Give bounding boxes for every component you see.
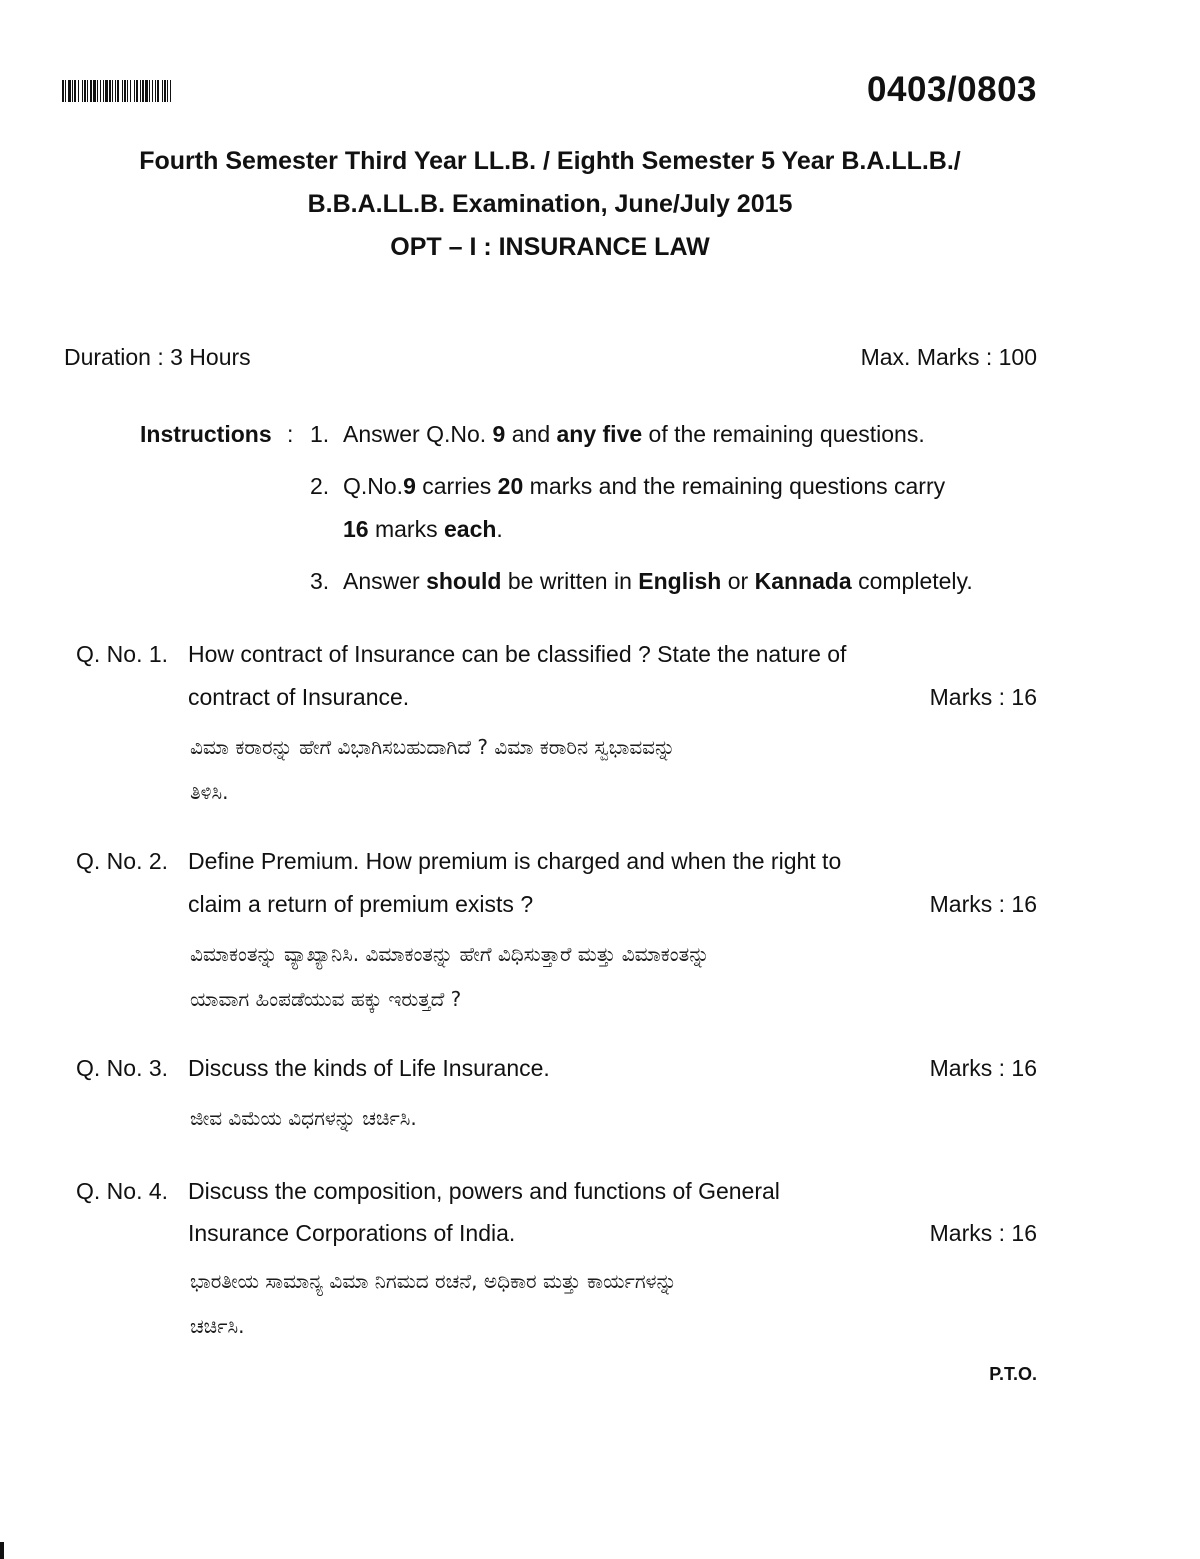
instruction-3 — [310, 568, 973, 595]
instruction-2 — [310, 473, 945, 500]
instruction-bold: should — [426, 568, 502, 594]
exam-title-line-1: Fourth Semester Third Year LL.B. / Eighth Semester 5 Year B.A.LL.B./ — [139, 147, 961, 175]
instruction-text: Answer — [343, 568, 427, 594]
instruction-bold: 9 — [403, 473, 416, 499]
instruction-text: and — [505, 421, 557, 447]
question-1-marks: Marks : 16 — [929, 684, 1037, 710]
exam-title-line-2: B.B.A.LL.B. Examination, June/July 2015 — [307, 190, 793, 218]
barcode — [62, 80, 286, 102]
instruction-text: Q.No. — [343, 473, 404, 499]
instruction-text: completely. — [851, 568, 973, 594]
question-1-kannada-line-2: ತಿಳಿಸಿ. — [190, 780, 229, 804]
question-2-label: Q. No. 2. — [76, 848, 169, 874]
question-2-text-line-1: Define Premium. How premium is charged and when the right to — [188, 848, 842, 874]
instruction-text: carries — [415, 473, 498, 499]
instruction-text: marks — [368, 516, 444, 542]
duration: Duration : 3 Hours — [64, 344, 251, 370]
question-4-text-line-2: Insurance Corporations of India. — [188, 1220, 516, 1246]
instruction-bold: 9 — [492, 421, 506, 447]
instruction-number: 2. — [310, 473, 330, 499]
subject-title: OPT – I : INSURANCE LAW — [390, 233, 710, 261]
question-4-label: Q. No. 4. — [76, 1178, 169, 1204]
paper-code: 0403/0803 — [867, 70, 1037, 109]
instruction-bold: any five — [556, 421, 643, 447]
instruction-text: Answer Q.No. — [343, 421, 493, 447]
question-4-kannada-line-2: ಚರ್ಚಿಸಿ. — [190, 1314, 245, 1338]
instruction-bold: Kannada — [754, 568, 852, 594]
question-4-kannada-line-1: ಭಾರತೀಯ ಸಾಮಾನ್ಯ ವಿಮಾ ನಿಗಮದ ರಚನೆ, ಅಧಿಕಾರ ಮತ್ತು ಕಾರ್ಯಗಳನ್ನು — [190, 1269, 677, 1293]
question-1-kannada-line-1: ವಿಮಾ ಕರಾರನ್ನು ಹೇಗೆ ವಿಭಾಗಿಸಬಹುದಾಗಿದೆ ? ವಿಮಾ ಕರಾರಿನ ಸ್ವಭಾವವನ್ನು — [190, 735, 676, 759]
instruction-1 — [310, 421, 925, 448]
instruction-text: marks and the remaining questions carry — [523, 473, 946, 499]
question-2-text-line-2: claim a return of premium exists ? — [188, 891, 534, 917]
question-1-label: Q. No. 1. — [76, 641, 169, 667]
question-3-label: Q. No. 3. — [76, 1055, 169, 1081]
question-4-text-line-1: Discuss the composition, powers and functions of General — [188, 1178, 780, 1204]
question-3-marks: Marks : 16 — [929, 1055, 1037, 1081]
scan-edge-mark — [0, 1542, 4, 1559]
instruction-text: of the remaining questions. — [642, 421, 925, 447]
instructions-colon: : — [287, 421, 294, 447]
instruction-number: 1. — [310, 421, 330, 447]
question-1-text-line-1: How contract of Insurance can be classified ? State the nature of — [188, 641, 847, 667]
instruction-2-continued — [343, 516, 503, 543]
question-1-text-line-2: contract of Insurance. — [188, 684, 410, 710]
instructions-label: Instructions — [140, 421, 272, 447]
instruction-number: 3. — [310, 568, 330, 594]
instruction-text: or — [721, 568, 755, 594]
max-marks: Max. Marks : 100 — [860, 344, 1037, 370]
question-2-marks: Marks : 16 — [929, 891, 1037, 917]
question-4-marks: Marks : 16 — [929, 1220, 1037, 1246]
instruction-bold: each — [443, 516, 497, 542]
instruction-bold: English — [638, 568, 722, 594]
instruction-bold: 20 — [497, 473, 524, 499]
instruction-bold: 16 — [343, 516, 369, 542]
question-3-kannada-line-1: ಜೀವ ವಿಮೆಯ ವಿಧಗಳನ್ನು ಚರ್ಚಿಸಿ. — [190, 1106, 417, 1130]
please-turn-over: P.T.O. — [989, 1364, 1037, 1384]
question-3-text-line-1: Discuss the kinds of Life Insurance. — [188, 1055, 550, 1081]
question-2-kannada-line-1: ವಿಮಾಕಂತನ್ನು ವ್ಯಾಖ್ಯಾನಿಸಿ. ವಿಮಾಕಂತನ್ನು ಹೇಗೆ ವಿಧಿಸುತ್ತಾರೆ ಮತ್ತು ವಿಮಾಕಂತನ್ನು — [190, 942, 710, 966]
question-2-kannada-line-2: ಯಾವಾಗ ಹಿಂಪಡೆಯುವ ಹಕ್ಕು ಇರುತ್ತದೆ ? — [190, 987, 462, 1011]
instruction-text: be written in — [501, 568, 639, 594]
instruction-text: . — [496, 516, 503, 542]
